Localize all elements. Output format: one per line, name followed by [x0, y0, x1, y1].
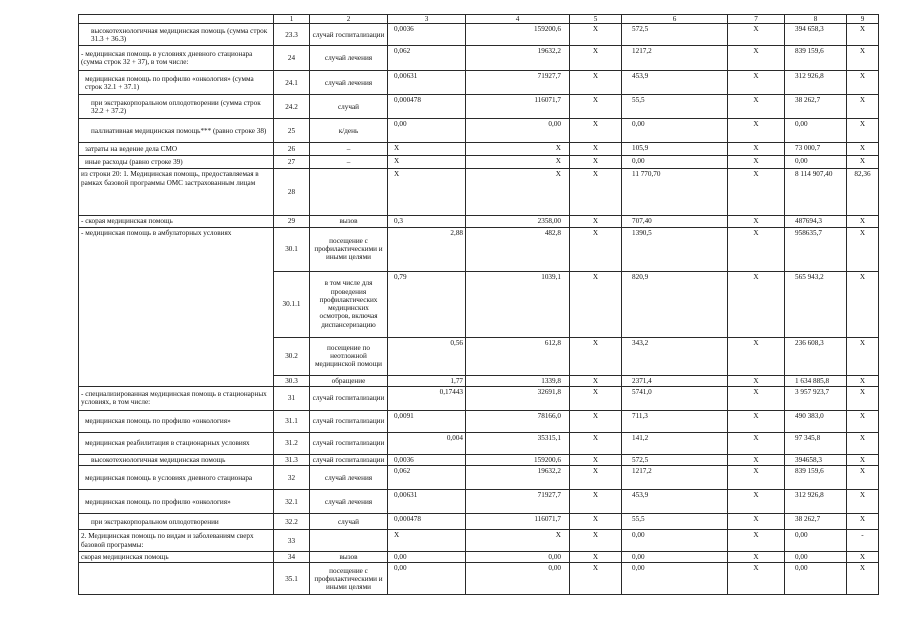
- cell-col-6: 1217,2: [622, 46, 728, 71]
- row-unit: посещение с профилактическими и иными целями: [310, 227, 388, 271]
- cell-col-8: 0,00: [785, 552, 847, 563]
- row-name: высокотехнологичная медицинская помощь (сумма строк 31.3 + 36.3): [79, 24, 274, 46]
- row-unit: к/день: [310, 119, 388, 143]
- cell-col-8: 490 383,0: [785, 410, 847, 432]
- cell-col-4: 159200,6: [466, 454, 570, 465]
- row-name: при экстракорпоральном оплодотворении: [79, 514, 274, 530]
- cell-col-9: X: [847, 410, 879, 432]
- row-name: при экстракорпоральном оплодотворении (сумма строк 32.2 + 37.2): [79, 95, 274, 119]
- cell-col-5: X: [570, 410, 622, 432]
- cell-col-3: 0,000478: [388, 95, 466, 119]
- row-unit: случай: [310, 514, 388, 530]
- cell-col-9: 82,36: [847, 169, 879, 216]
- cell-col-7: X: [728, 143, 785, 156]
- cell-col-7: X: [728, 563, 785, 595]
- cell-col-4: 35315,1: [466, 432, 570, 454]
- cell-col-3: 0,004: [388, 432, 466, 454]
- row-unit: вызов: [310, 552, 388, 563]
- table-row: [79, 143, 879, 156]
- cell-col-6: 820,9: [622, 271, 728, 337]
- cell-col-9: X: [847, 375, 879, 386]
- cell-col-4: 482,8: [466, 227, 570, 271]
- table-row: [79, 552, 879, 563]
- row-name: затраты на ведение дела СМО: [79, 143, 274, 156]
- cell-col-5: X: [570, 271, 622, 337]
- cell-col-4: 71927,7: [466, 490, 570, 514]
- table-row: [79, 432, 879, 454]
- cell-col-8: 38 262,7: [785, 95, 847, 119]
- row-code: 30.3: [274, 375, 310, 386]
- cell-col-8: 958635,7: [785, 227, 847, 271]
- row-code: 34: [274, 552, 310, 563]
- cell-col-4: 19632,2: [466, 466, 570, 490]
- cell-col-3: 0,3: [388, 216, 466, 227]
- row-name: иные расходы (равно строке 39): [79, 156, 274, 169]
- cell-col-6: 343,2: [622, 337, 728, 375]
- cell-col-9: X: [847, 156, 879, 169]
- cell-col-6: 0,00: [622, 119, 728, 143]
- cell-col-3: X: [388, 530, 466, 552]
- cell-col-9: X: [847, 71, 879, 95]
- header-cell: 7: [728, 15, 785, 24]
- cell-col-3: X: [388, 156, 466, 169]
- cell-col-7: X: [728, 119, 785, 143]
- cell-col-6: 11 770,70: [622, 169, 728, 216]
- cell-col-3: 0,00: [388, 552, 466, 563]
- cell-col-4: 116071,7: [466, 95, 570, 119]
- header-cell: 6: [622, 15, 728, 24]
- row-code: 26: [274, 143, 310, 156]
- cell-col-5: X: [570, 386, 622, 410]
- row-name: высокотехнологичная медицинская помощь: [79, 454, 274, 465]
- cell-col-9: X: [847, 271, 879, 337]
- row-name: паллиативная медицинская помощь*** (равно строке 38): [79, 119, 274, 143]
- row-code: 30.2: [274, 337, 310, 375]
- cell-col-6: 707,40: [622, 216, 728, 227]
- row-name: 2. Медицинская помощь по видам и заболеваниям сверх базовой программы:: [79, 530, 274, 552]
- row-code: 25: [274, 119, 310, 143]
- cell-col-6: 572,5: [622, 24, 728, 46]
- table-row: [79, 156, 879, 169]
- header-cell: 9: [847, 15, 879, 24]
- row-unit: случай госпитализации: [310, 454, 388, 465]
- cell-col-4: X: [466, 530, 570, 552]
- row-unit: –: [310, 156, 388, 169]
- cell-col-9: X: [847, 119, 879, 143]
- cell-col-3: 0,00631: [388, 490, 466, 514]
- row-unit: случай госпитализации: [310, 24, 388, 46]
- cell-col-7: X: [728, 46, 785, 71]
- cell-col-3: 0,00631: [388, 71, 466, 95]
- row-code: 32.1: [274, 490, 310, 514]
- cell-col-5: X: [570, 454, 622, 465]
- cell-col-7: X: [728, 169, 785, 216]
- header-cell: 8: [785, 15, 847, 24]
- cell-col-5: X: [570, 216, 622, 227]
- cell-col-4: 1039,1: [466, 271, 570, 337]
- cell-col-6: 1217,2: [622, 466, 728, 490]
- cell-col-8: 487694,3: [785, 216, 847, 227]
- table-row: [79, 227, 879, 271]
- row-name: медицинская помощь в условиях дневного стационара: [79, 466, 274, 490]
- row-unit: [310, 169, 388, 216]
- table-row: [79, 410, 879, 432]
- cell-col-6: 453,9: [622, 71, 728, 95]
- cell-col-7: X: [728, 530, 785, 552]
- cell-col-8: 839 159,6: [785, 466, 847, 490]
- cell-col-8: 73 000,7: [785, 143, 847, 156]
- table-row: [79, 514, 879, 530]
- cell-col-6: 1390,5: [622, 227, 728, 271]
- table-row: [79, 95, 879, 119]
- cell-col-4: 1339,8: [466, 375, 570, 386]
- cell-col-8: 0,00: [785, 563, 847, 595]
- cell-col-5: X: [570, 514, 622, 530]
- cell-col-4: X: [466, 143, 570, 156]
- cell-col-5: X: [570, 71, 622, 95]
- cell-col-5: X: [570, 143, 622, 156]
- cell-col-7: X: [728, 490, 785, 514]
- row-name: - медицинская помощь в амбулаторных условиях: [79, 227, 274, 386]
- table-row: [79, 490, 879, 514]
- cell-col-9: X: [847, 216, 879, 227]
- row-code: 32: [274, 466, 310, 490]
- cell-col-7: X: [728, 466, 785, 490]
- cell-col-3: 0,00: [388, 563, 466, 595]
- cell-col-3: 0,56: [388, 337, 466, 375]
- cell-col-3: 0,062: [388, 466, 466, 490]
- header-cell: 5: [570, 15, 622, 24]
- row-code: 33: [274, 530, 310, 552]
- cell-col-4: X: [466, 169, 570, 216]
- row-unit: посещение по неотложной медицинской помощи: [310, 337, 388, 375]
- cell-col-6: 55,5: [622, 514, 728, 530]
- cell-col-3: 0,0091: [388, 410, 466, 432]
- cell-col-8: 0,00: [785, 530, 847, 552]
- table-row: [79, 24, 879, 46]
- cell-col-7: X: [728, 24, 785, 46]
- row-name: - скорая медицинская помощь: [79, 216, 274, 227]
- table-row: [79, 386, 879, 410]
- row-unit: случай: [310, 95, 388, 119]
- row-unit: –: [310, 143, 388, 156]
- cell-col-8: 0,00: [785, 156, 847, 169]
- row-name: медицинская помощь по профилю «онкология»: [79, 490, 274, 514]
- cell-col-8: 565 943,2: [785, 271, 847, 337]
- cell-col-8: 394 658,3: [785, 24, 847, 46]
- data-table: [78, 14, 879, 595]
- cell-col-8: 312 926,8: [785, 490, 847, 514]
- cell-col-7: X: [728, 337, 785, 375]
- cell-col-3: 0,0036: [388, 24, 466, 46]
- cell-col-4: 159200,6: [466, 24, 570, 46]
- cell-col-6: 711,3: [622, 410, 728, 432]
- cell-col-8: 38 262,7: [785, 514, 847, 530]
- cell-col-6: 453,9: [622, 490, 728, 514]
- row-name: из строки 20: 1. Медицинская помощь, предоставляемая в рамках базовой программы ОМС застрахованным лицам: [79, 169, 274, 216]
- cell-col-5: X: [570, 156, 622, 169]
- cell-col-5: X: [570, 95, 622, 119]
- cell-col-8: 0,00: [785, 119, 847, 143]
- cell-col-7: X: [728, 410, 785, 432]
- table-row: [79, 46, 879, 71]
- cell-col-5: X: [570, 337, 622, 375]
- header-cell: 1: [274, 15, 310, 24]
- cell-col-6: 2371,4: [622, 375, 728, 386]
- row-code: 24: [274, 46, 310, 71]
- cell-col-5: X: [570, 466, 622, 490]
- header-row: [79, 15, 879, 24]
- cell-col-9: X: [847, 466, 879, 490]
- cell-col-7: X: [728, 375, 785, 386]
- cell-col-7: X: [728, 454, 785, 465]
- cell-col-5: X: [570, 530, 622, 552]
- cell-col-8: 394658,3: [785, 454, 847, 465]
- row-unit: случай лечения: [310, 71, 388, 95]
- cell-col-9: X: [847, 563, 879, 595]
- row-name: - специализированная медицинская помощь в стационарных условиях, в том числе:: [79, 386, 274, 410]
- row-name: медицинская помощь по профилю «онкология»: [79, 410, 274, 432]
- cell-col-9: X: [847, 386, 879, 410]
- row-name: скорая медицинская помощь: [79, 552, 274, 563]
- cell-col-3: 0,0036: [388, 454, 466, 465]
- row-unit: [310, 530, 388, 552]
- cell-col-5: X: [570, 24, 622, 46]
- cell-col-3: 0,17443: [388, 386, 466, 410]
- header-cell: 3: [388, 15, 466, 24]
- cell-col-6: 572,5: [622, 454, 728, 465]
- cell-col-4: 0,00: [466, 552, 570, 563]
- header-cell: 4: [466, 15, 570, 24]
- cell-col-5: X: [570, 563, 622, 595]
- cell-col-7: X: [728, 432, 785, 454]
- cell-col-9: X: [847, 552, 879, 563]
- table-row: [79, 563, 879, 595]
- table-row: [79, 71, 879, 95]
- cell-col-7: X: [728, 156, 785, 169]
- cell-col-6: 0,00: [622, 552, 728, 563]
- cell-col-3: 0,000478: [388, 514, 466, 530]
- header-cell-blank: [79, 15, 274, 24]
- cell-col-4: 78166,0: [466, 410, 570, 432]
- row-unit: вызов: [310, 216, 388, 227]
- cell-col-5: X: [570, 490, 622, 514]
- cell-col-8: 1 634 885,8: [785, 375, 847, 386]
- cell-col-6: 0,00: [622, 563, 728, 595]
- row-unit: случай госпитализации: [310, 410, 388, 432]
- cell-col-3: 2,88: [388, 227, 466, 271]
- row-unit: случай госпитализации: [310, 386, 388, 410]
- cell-col-4: 0,00: [466, 119, 570, 143]
- cell-col-6: 0,00: [622, 156, 728, 169]
- cell-col-3: 0,00: [388, 119, 466, 143]
- cell-col-4: 0,00: [466, 563, 570, 595]
- cell-col-3: X: [388, 169, 466, 216]
- cell-col-4: 2358,00: [466, 216, 570, 227]
- row-name: [79, 563, 274, 595]
- table-row: [79, 169, 879, 216]
- cell-col-7: X: [728, 216, 785, 227]
- cell-col-6: 55,5: [622, 95, 728, 119]
- cell-col-9: X: [847, 337, 879, 375]
- cell-col-9: X: [847, 46, 879, 71]
- cell-col-7: X: [728, 227, 785, 271]
- cell-col-5: X: [570, 169, 622, 216]
- cell-col-3: 0,79: [388, 271, 466, 337]
- row-code: 31.1: [274, 410, 310, 432]
- cell-col-7: X: [728, 95, 785, 119]
- cell-col-9: X: [847, 490, 879, 514]
- row-unit: обращение: [310, 375, 388, 386]
- cell-col-4: X: [466, 156, 570, 169]
- cell-col-9: -: [847, 530, 879, 552]
- row-code: 23.3: [274, 24, 310, 46]
- cell-col-9: X: [847, 227, 879, 271]
- cell-col-8: 236 608,3: [785, 337, 847, 375]
- cell-col-5: X: [570, 227, 622, 271]
- cell-col-5: X: [570, 432, 622, 454]
- table-row: [79, 530, 879, 552]
- cell-col-9: X: [847, 432, 879, 454]
- cell-col-6: 105,9: [622, 143, 728, 156]
- table-row: [79, 216, 879, 227]
- row-code: 24.2: [274, 95, 310, 119]
- cell-col-5: X: [570, 119, 622, 143]
- cell-col-4: 32691,8: [466, 386, 570, 410]
- cell-col-8: 8 114 907,40: [785, 169, 847, 216]
- row-unit: случай лечения: [310, 46, 388, 71]
- row-code: 32.2: [274, 514, 310, 530]
- row-unit: в том числе для проведения профилактических медицинских осмотров, включая диспансеризацию: [310, 271, 388, 337]
- cell-col-7: X: [728, 552, 785, 563]
- row-code: 30.1: [274, 227, 310, 271]
- cell-col-9: X: [847, 95, 879, 119]
- row-unit: случай лечения: [310, 466, 388, 490]
- cell-col-9: X: [847, 514, 879, 530]
- cell-col-8: 97 345,8: [785, 432, 847, 454]
- table-row: [79, 454, 879, 465]
- cell-col-4: 71927,7: [466, 71, 570, 95]
- cell-col-8: 3 957 923,7: [785, 386, 847, 410]
- table-row: [79, 466, 879, 490]
- cell-col-9: X: [847, 454, 879, 465]
- row-name: - медицинская помощь в условиях дневного стационара (сумма строк 32 + 37), в том числе:: [79, 46, 274, 71]
- cell-col-6: 141,2: [622, 432, 728, 454]
- cell-col-4: 116071,7: [466, 514, 570, 530]
- row-name: медицинская реабилитация в стационарных условиях: [79, 432, 274, 454]
- cell-col-6: 0,00: [622, 530, 728, 552]
- cell-col-8: 312 926,8: [785, 71, 847, 95]
- row-code: 28: [274, 169, 310, 216]
- row-code: 31: [274, 386, 310, 410]
- cell-col-3: 0,062: [388, 46, 466, 71]
- row-unit: случай лечения: [310, 490, 388, 514]
- row-code: 29: [274, 216, 310, 227]
- row-name: медицинская помощь по профилю «онкология» (сумма строк 32.1 + 37.1): [79, 71, 274, 95]
- row-code: 35.1: [274, 563, 310, 595]
- cell-col-9: X: [847, 143, 879, 156]
- cell-col-8: 839 159,6: [785, 46, 847, 71]
- row-unit: посещение с профилактическими и иными целями: [310, 563, 388, 595]
- table-row: [79, 119, 879, 143]
- cell-col-3: X: [388, 143, 466, 156]
- cell-col-7: X: [728, 271, 785, 337]
- cell-col-6: 5741,0: [622, 386, 728, 410]
- cell-col-7: X: [728, 386, 785, 410]
- cell-col-9: X: [847, 24, 879, 46]
- row-code: 27: [274, 156, 310, 169]
- row-unit: случай госпитализации: [310, 432, 388, 454]
- cell-col-5: X: [570, 552, 622, 563]
- cell-col-7: X: [728, 514, 785, 530]
- row-code: 31.2: [274, 432, 310, 454]
- cell-col-5: X: [570, 46, 622, 71]
- cell-col-5: X: [570, 375, 622, 386]
- header-cell: 2: [310, 15, 388, 24]
- cell-col-4: 19632,2: [466, 46, 570, 71]
- cell-col-4: 612,8: [466, 337, 570, 375]
- row-code: 24.1: [274, 71, 310, 95]
- row-code: 30.1.1: [274, 271, 310, 337]
- cell-col-7: X: [728, 71, 785, 95]
- row-code: 31.3: [274, 454, 310, 465]
- cell-col-3: 1,77: [388, 375, 466, 386]
